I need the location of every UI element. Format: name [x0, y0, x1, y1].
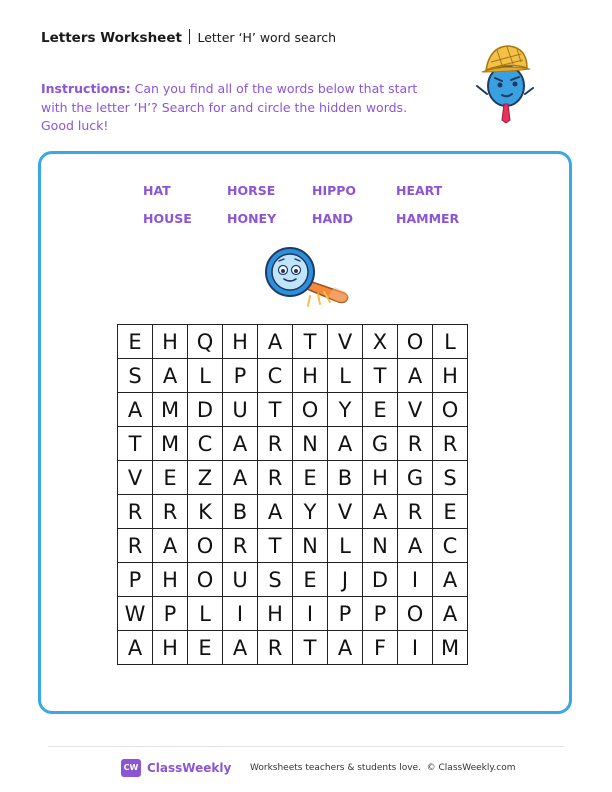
- grid-cell[interactable]: O: [293, 393, 328, 427]
- word-item: HAT: [143, 183, 171, 198]
- footer-divider: [48, 746, 564, 747]
- magnifying-glass-mascot-icon: [262, 246, 354, 308]
- grid-cell[interactable]: A: [398, 529, 433, 563]
- classweekly-logo: CW: [121, 759, 141, 777]
- grid-cell[interactable]: R: [433, 427, 468, 461]
- worksheet-title: Letters Worksheet: [41, 30, 182, 46]
- grid-cell[interactable]: C: [258, 359, 293, 393]
- grid-cell[interactable]: Y: [328, 393, 363, 427]
- grid-row: [118, 495, 468, 529]
- grid-cell[interactable]: R: [118, 529, 153, 563]
- grid-cell[interactable]: H: [153, 325, 188, 359]
- grid-cell[interactable]: Q: [188, 325, 223, 359]
- grid-cell[interactable]: N: [293, 427, 328, 461]
- word-item: HIPPO: [312, 183, 357, 198]
- grid-cell[interactable]: P: [118, 563, 153, 597]
- grid-cell[interactable]: S: [118, 359, 153, 393]
- header-divider: [189, 29, 191, 44]
- grid-cell[interactable]: R: [398, 427, 433, 461]
- grid-cell[interactable]: G: [398, 461, 433, 495]
- grid-cell[interactable]: V: [398, 393, 433, 427]
- grid-cell[interactable]: K: [188, 495, 223, 529]
- grid-cell[interactable]: L: [328, 529, 363, 563]
- detective-mascot-icon: [475, 34, 535, 124]
- grid-row: [118, 461, 468, 495]
- grid-cell[interactable]: E: [363, 393, 398, 427]
- instructions: [41, 80, 421, 136]
- grid-cell[interactable]: I: [293, 597, 328, 631]
- grid-cell[interactable]: W: [118, 597, 153, 631]
- grid-cell[interactable]: A: [118, 631, 153, 665]
- grid-row: [118, 563, 468, 597]
- instructions-label: Instructions:: [41, 81, 131, 96]
- grid-cell[interactable]: R: [258, 631, 293, 665]
- grid-cell[interactable]: O: [433, 393, 468, 427]
- grid-cell[interactable]: R: [153, 495, 188, 529]
- grid-cell[interactable]: D: [363, 563, 398, 597]
- grid-cell[interactable]: A: [328, 631, 363, 665]
- grid-cell[interactable]: A: [363, 495, 398, 529]
- grid-cell[interactable]: T: [293, 325, 328, 359]
- grid-cell[interactable]: E: [153, 461, 188, 495]
- grid-cell[interactable]: U: [223, 563, 258, 597]
- grid-cell[interactable]: L: [188, 597, 223, 631]
- grid-cell[interactable]: R: [258, 427, 293, 461]
- grid-row: [118, 359, 468, 393]
- grid-row: [118, 325, 468, 359]
- grid-cell[interactable]: V: [118, 461, 153, 495]
- grid-cell[interactable]: O: [188, 563, 223, 597]
- grid-cell[interactable]: T: [258, 529, 293, 563]
- grid-cell[interactable]: M: [153, 393, 188, 427]
- grid-cell[interactable]: A: [153, 359, 188, 393]
- grid-cell[interactable]: A: [258, 495, 293, 529]
- grid-cell[interactable]: I: [398, 563, 433, 597]
- grid-row: [118, 393, 468, 427]
- grid-row: [118, 631, 468, 665]
- grid-cell[interactable]: P: [363, 597, 398, 631]
- letter-grid: [117, 324, 468, 665]
- grid-cell[interactable]: I: [398, 631, 433, 665]
- grid-cell[interactable]: R: [223, 529, 258, 563]
- grid-row: [118, 529, 468, 563]
- grid-cell[interactable]: A: [153, 529, 188, 563]
- grid-cell[interactable]: L: [188, 359, 223, 393]
- grid-cell[interactable]: N: [293, 529, 328, 563]
- grid-cell[interactable]: B: [223, 495, 258, 529]
- grid-cell[interactable]: T: [293, 631, 328, 665]
- grid-cell[interactable]: V: [328, 495, 363, 529]
- instructions-text: Can you find all of the words below that start with the letter ‘H’? Search for and circle the hidden words. Good luck!: [41, 81, 418, 133]
- grid-cell[interactable]: I: [223, 597, 258, 631]
- brand-name: ClassWeekly: [147, 761, 232, 775]
- grid-cell[interactable]: D: [188, 393, 223, 427]
- grid-cell[interactable]: V: [328, 325, 363, 359]
- grid-cell[interactable]: H: [258, 597, 293, 631]
- grid-cell[interactable]: S: [433, 461, 468, 495]
- grid-row: [118, 597, 468, 631]
- word-item: HAND: [312, 211, 353, 226]
- grid-cell[interactable]: O: [398, 325, 433, 359]
- grid-cell[interactable]: Y: [293, 495, 328, 529]
- grid-cell[interactable]: A: [223, 631, 258, 665]
- grid-cell[interactable]: A: [258, 325, 293, 359]
- grid-cell[interactable]: E: [293, 563, 328, 597]
- grid-cell[interactable]: P: [153, 597, 188, 631]
- grid-cell[interactable]: R: [398, 495, 433, 529]
- word-item: HEART: [396, 183, 443, 198]
- grid-cell[interactable]: P: [223, 359, 258, 393]
- grid-cell[interactable]: P: [328, 597, 363, 631]
- grid-cell[interactable]: H: [293, 359, 328, 393]
- grid-cell[interactable]: E: [118, 325, 153, 359]
- grid-cell[interactable]: G: [363, 427, 398, 461]
- grid-cell[interactable]: E: [433, 495, 468, 529]
- word-item: HOUSE: [143, 211, 192, 226]
- grid-cell[interactable]: H: [363, 461, 398, 495]
- copyright-text: © ClassWeekly.com: [426, 763, 516, 773]
- grid-cell[interactable]: E: [188, 631, 223, 665]
- tagline-text: Worksheets teachers & students love.: [250, 763, 421, 773]
- grid-cell[interactable]: M: [433, 631, 468, 665]
- grid-cell[interactable]: Z: [188, 461, 223, 495]
- word-item: HORSE: [227, 183, 276, 198]
- worksheet-subtitle: Letter ‘H’ word search: [197, 30, 337, 45]
- grid-cell[interactable]: H: [433, 359, 468, 393]
- grid-cell[interactable]: A: [328, 427, 363, 461]
- grid-cell[interactable]: R: [118, 495, 153, 529]
- grid-cell[interactable]: C: [188, 427, 223, 461]
- grid-cell[interactable]: F: [363, 631, 398, 665]
- grid-cell[interactable]: H: [153, 563, 188, 597]
- grid-cell[interactable]: L: [433, 325, 468, 359]
- grid-cell[interactable]: H: [223, 325, 258, 359]
- grid-cell[interactable]: C: [433, 529, 468, 563]
- grid-cell[interactable]: J: [328, 563, 363, 597]
- grid-row: [118, 427, 468, 461]
- grid-cell[interactable]: S: [258, 563, 293, 597]
- grid-cell[interactable]: N: [363, 529, 398, 563]
- footer-tagline: [250, 763, 515, 773]
- word-item: HONEY: [227, 211, 277, 226]
- grid-cell[interactable]: U: [223, 393, 258, 427]
- grid-cell[interactable]: E: [293, 461, 328, 495]
- grid-cell[interactable]: H: [153, 631, 188, 665]
- grid-cell[interactable]: T: [118, 427, 153, 461]
- grid-cell[interactable]: M: [153, 427, 188, 461]
- grid-cell[interactable]: L: [328, 359, 363, 393]
- grid-cell[interactable]: A: [398, 359, 433, 393]
- worksheet-header: [41, 29, 336, 46]
- word-item: HAMMER: [396, 211, 460, 226]
- grid-cell[interactable]: T: [258, 393, 293, 427]
- grid-cell[interactable]: R: [258, 461, 293, 495]
- grid-cell[interactable]: A: [118, 393, 153, 427]
- grid-cell[interactable]: T: [363, 359, 398, 393]
- grid-cell[interactable]: A: [223, 427, 258, 461]
- grid-cell[interactable]: B: [328, 461, 363, 495]
- grid-cell[interactable]: O: [398, 597, 433, 631]
- grid-cell[interactable]: A: [433, 597, 468, 631]
- grid-cell[interactable]: A: [223, 461, 258, 495]
- grid-cell[interactable]: A: [433, 563, 468, 597]
- grid-cell[interactable]: O: [188, 529, 223, 563]
- grid-cell[interactable]: X: [363, 325, 398, 359]
